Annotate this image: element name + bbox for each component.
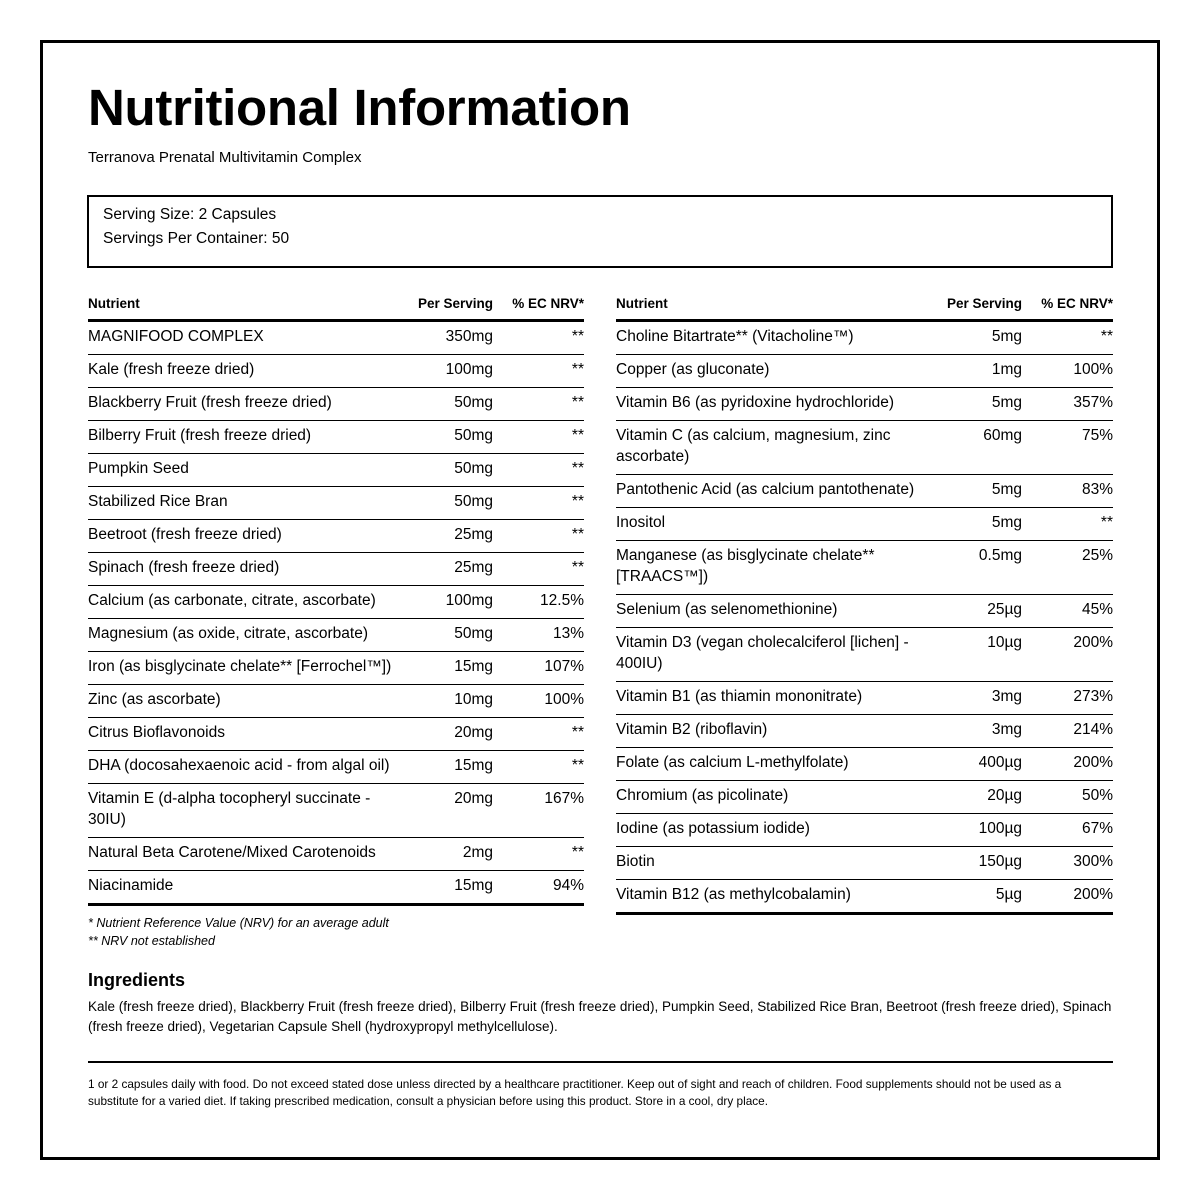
header-per-serving: Per Serving xyxy=(936,287,1022,321)
nutrient-table-right xyxy=(616,287,1113,915)
table-row xyxy=(616,781,1113,814)
nutrient-amount: 400µg xyxy=(936,748,1022,781)
nutrient-nrv: 94% xyxy=(493,871,584,905)
table-header-row xyxy=(88,287,584,321)
nutrient-name: Calcium (as carbonate, citrate, ascorbate) xyxy=(88,586,408,619)
nutrient-nrv: ** xyxy=(493,553,584,586)
nutrient-name: Beetroot (fresh freeze dried) xyxy=(88,520,408,553)
table-row xyxy=(616,475,1113,508)
serving-size: Serving Size: 2 Capsules xyxy=(103,206,277,223)
table-row xyxy=(88,652,584,685)
nutrient-amount: 15mg xyxy=(408,652,493,685)
nutrient-nrv: ** xyxy=(493,355,584,388)
nutrient-amount: 3mg xyxy=(936,682,1022,715)
table-row xyxy=(616,321,1113,355)
footnote-not-established: ** NRV not established xyxy=(88,934,215,948)
nutrient-name: Manganese (as bisglycinate chelate** [TRAACS™]) xyxy=(616,541,936,595)
nutrient-nrv: 107% xyxy=(493,652,584,685)
table-row xyxy=(88,553,584,586)
nutrient-name: Vitamin B12 (as methylcobalamin) xyxy=(616,880,936,914)
nutrient-name: Niacinamide xyxy=(88,871,408,905)
nutrient-amount: 150µg xyxy=(936,847,1022,880)
nutrient-table-left xyxy=(88,287,584,906)
product-name: Terranova Prenatal Multivitamin Complex xyxy=(88,149,362,166)
header-nrv: % EC NRV* xyxy=(493,287,584,321)
nutrient-nrv: ** xyxy=(493,454,584,487)
nutrient-name: Bilberry Fruit (fresh freeze dried) xyxy=(88,421,408,454)
nutrient-name: Vitamin B6 (as pyridoxine hydrochloride) xyxy=(616,388,936,421)
nutrient-amount: 60mg xyxy=(936,421,1022,475)
nutrient-name: Folate (as calcium L-methylfolate) xyxy=(616,748,936,781)
table-row xyxy=(616,595,1113,628)
nutrient-amount: 15mg xyxy=(408,871,493,905)
nutrient-name: Kale (fresh freeze dried) xyxy=(88,355,408,388)
nutrient-nrv: 25% xyxy=(1022,541,1113,595)
nutrient-nrv: 300% xyxy=(1022,847,1113,880)
nutrient-amount: 50mg xyxy=(408,388,493,421)
nutrient-name: Biotin xyxy=(616,847,936,880)
table-row xyxy=(88,685,584,718)
nutrient-nrv: 100% xyxy=(493,685,584,718)
table-row xyxy=(88,718,584,751)
servings-per-container: Servings Per Container: 50 xyxy=(103,230,290,247)
nutrient-name: Natural Beta Carotene/Mixed Carotenoids xyxy=(88,838,408,871)
table-row xyxy=(88,321,584,355)
nutrient-amount: 10mg xyxy=(408,685,493,718)
nutrient-name: Vitamin E (d-alpha tocopheryl succinate - 30IU) xyxy=(88,784,408,838)
page-title: Nutritional Information xyxy=(88,79,631,136)
nutrient-name: Zinc (as ascorbate) xyxy=(88,685,408,718)
nutrient-name: Spinach (fresh freeze dried) xyxy=(88,553,408,586)
nutrient-amount: 1mg xyxy=(936,355,1022,388)
table-row xyxy=(616,388,1113,421)
nutrient-name: Vitamin C (as calcium, magnesium, zinc ascorbate) xyxy=(616,421,936,475)
nutrient-name: DHA (docosahexaenoic acid - from algal oil) xyxy=(88,751,408,784)
nutrient-name: Choline Bitartrate** (Vitacholine™) xyxy=(616,321,936,355)
nutrient-amount: 350mg xyxy=(408,321,493,355)
table-row xyxy=(616,421,1113,475)
nutrient-nrv: ** xyxy=(493,321,584,355)
nutrient-nrv: 100% xyxy=(1022,355,1113,388)
nutrient-amount: 100mg xyxy=(408,586,493,619)
header-per-serving: Per Serving xyxy=(408,287,493,321)
nutrient-amount: 5mg xyxy=(936,475,1022,508)
nutrient-amount: 100mg xyxy=(408,355,493,388)
table-row xyxy=(616,541,1113,595)
nutrient-name: Stabilized Rice Bran xyxy=(88,487,408,520)
table-row xyxy=(88,520,584,553)
nutrient-nrv: 200% xyxy=(1022,880,1113,914)
nutrient-nrv: 12.5% xyxy=(493,586,584,619)
nutrient-name: MAGNIFOOD COMPLEX xyxy=(88,321,408,355)
nutrient-amount: 3mg xyxy=(936,715,1022,748)
nutrient-amount: 20mg xyxy=(408,784,493,838)
nutrient-nrv: ** xyxy=(493,421,584,454)
table-row xyxy=(616,355,1113,388)
nutrient-amount: 20µg xyxy=(936,781,1022,814)
nutrient-name: Iodine (as potassium iodide) xyxy=(616,814,936,847)
nutrient-amount: 25mg xyxy=(408,553,493,586)
table-row xyxy=(88,355,584,388)
serving-info-box xyxy=(87,195,1113,268)
footnotes xyxy=(88,914,389,950)
footnote-nrv: * Nutrient Reference Value (NRV) for an average adult xyxy=(88,916,389,930)
header-nrv: % EC NRV* xyxy=(1022,287,1113,321)
nutrient-name: Vitamin D3 (vegan cholecalciferol [lichen] - 400IU) xyxy=(616,628,936,682)
nutrient-nrv: 83% xyxy=(1022,475,1113,508)
table-row xyxy=(616,715,1113,748)
table-row xyxy=(616,748,1113,781)
table-row xyxy=(616,508,1113,541)
table-row xyxy=(88,751,584,784)
nutrient-nrv: 45% xyxy=(1022,595,1113,628)
directions-text: 1 or 2 capsules daily with food. Do not exceed stated dose unless directed by a healthcare practitioner. Keep out of sight and reach of children. Food supplements should not be used as a substitute for a varied diet. If taking prescribed medication, consult a physician before using this product. Store in a cool, dry place. xyxy=(88,1077,1062,1108)
nutrient-name: Vitamin B1 (as thiamin mononitrate) xyxy=(616,682,936,715)
nutrient-name: Vitamin B2 (riboflavin) xyxy=(616,715,936,748)
nutrient-amount: 100µg xyxy=(936,814,1022,847)
table-row xyxy=(88,421,584,454)
nutrient-name: Chromium (as picolinate) xyxy=(616,781,936,814)
nutrient-amount: 50mg xyxy=(408,619,493,652)
ingredients-text: Kale (fresh freeze dried), Blackberry Fruit (fresh freeze dried), Bilberry Fruit (fresh freeze dried), Pumpkin Seed, Stabilized Rice Bran, Beetroot (fresh freeze dried), Spinach (fresh freeze dried), Vegetarian Capsule Shell (hydroxypropyl methylcellulose). xyxy=(88,999,1112,1034)
nutrient-amount: 10µg xyxy=(936,628,1022,682)
nutrient-name: Magnesium (as oxide, citrate, ascorbate) xyxy=(88,619,408,652)
nutrient-amount: 20mg xyxy=(408,718,493,751)
nutrient-table-right-body xyxy=(616,321,1113,914)
nutrient-amount: 2mg xyxy=(408,838,493,871)
nutrient-nrv: ** xyxy=(1022,321,1113,355)
nutrient-nrv: 75% xyxy=(1022,421,1113,475)
nutrient-amount: 50mg xyxy=(408,487,493,520)
table-row xyxy=(88,487,584,520)
nutrient-name: Citrus Bioflavonoids xyxy=(88,718,408,751)
nutrient-name: Pumpkin Seed xyxy=(88,454,408,487)
nutrient-amount: 50mg xyxy=(408,421,493,454)
nutrient-nrv: 167% xyxy=(493,784,584,838)
header-nutrient: Nutrient xyxy=(88,287,408,321)
table-row xyxy=(88,454,584,487)
nutrient-nrv: ** xyxy=(493,751,584,784)
table-row xyxy=(88,388,584,421)
table-row xyxy=(616,814,1113,847)
table-row xyxy=(616,847,1113,880)
nutrient-nrv: 13% xyxy=(493,619,584,652)
nutrient-amount: 50mg xyxy=(408,454,493,487)
nutrient-nrv: 50% xyxy=(1022,781,1113,814)
nutrient-nrv: ** xyxy=(493,718,584,751)
nutrient-nrv: ** xyxy=(1022,508,1113,541)
header-nutrient: Nutrient xyxy=(616,287,936,321)
nutrient-nrv: ** xyxy=(493,487,584,520)
nutrient-nrv: 273% xyxy=(1022,682,1113,715)
nutrient-amount: 25µg xyxy=(936,595,1022,628)
nutrient-amount: 5mg xyxy=(936,321,1022,355)
table-row xyxy=(88,871,584,905)
nutrient-nrv: ** xyxy=(493,838,584,871)
nutrient-nrv: 200% xyxy=(1022,748,1113,781)
nutrient-amount: 5µg xyxy=(936,880,1022,914)
nutrient-nrv: 357% xyxy=(1022,388,1113,421)
nutrient-nrv: ** xyxy=(493,388,584,421)
nutrient-name: Iron (as bisglycinate chelate** [Ferrochel™]) xyxy=(88,652,408,685)
nutrient-name: Selenium (as selenomethionine) xyxy=(616,595,936,628)
nutrient-name: Copper (as gluconate) xyxy=(616,355,936,388)
nutrient-amount: 5mg xyxy=(936,508,1022,541)
table-row xyxy=(616,880,1113,914)
nutrient-name: Blackberry Fruit (fresh freeze dried) xyxy=(88,388,408,421)
nutrient-amount: 15mg xyxy=(408,751,493,784)
table-row xyxy=(88,619,584,652)
nutrient-nrv: ** xyxy=(493,520,584,553)
table-row xyxy=(88,784,584,838)
nutrient-amount: 25mg xyxy=(408,520,493,553)
table-row xyxy=(616,628,1113,682)
nutrient-nrv: 214% xyxy=(1022,715,1113,748)
nutrient-table-left-body xyxy=(88,321,584,905)
nutrient-amount: 5mg xyxy=(936,388,1022,421)
table-header-row xyxy=(616,287,1113,321)
nutrient-amount: 0.5mg xyxy=(936,541,1022,595)
table-row xyxy=(616,682,1113,715)
nutrient-nrv: 200% xyxy=(1022,628,1113,682)
table-row xyxy=(88,586,584,619)
divider xyxy=(88,1061,1113,1063)
ingredients-heading: Ingredients xyxy=(88,970,186,990)
nutrient-nrv: 67% xyxy=(1022,814,1113,847)
nutrient-name: Pantothenic Acid (as calcium pantothenate) xyxy=(616,475,936,508)
nutrient-name: Inositol xyxy=(616,508,936,541)
table-row xyxy=(88,838,584,871)
